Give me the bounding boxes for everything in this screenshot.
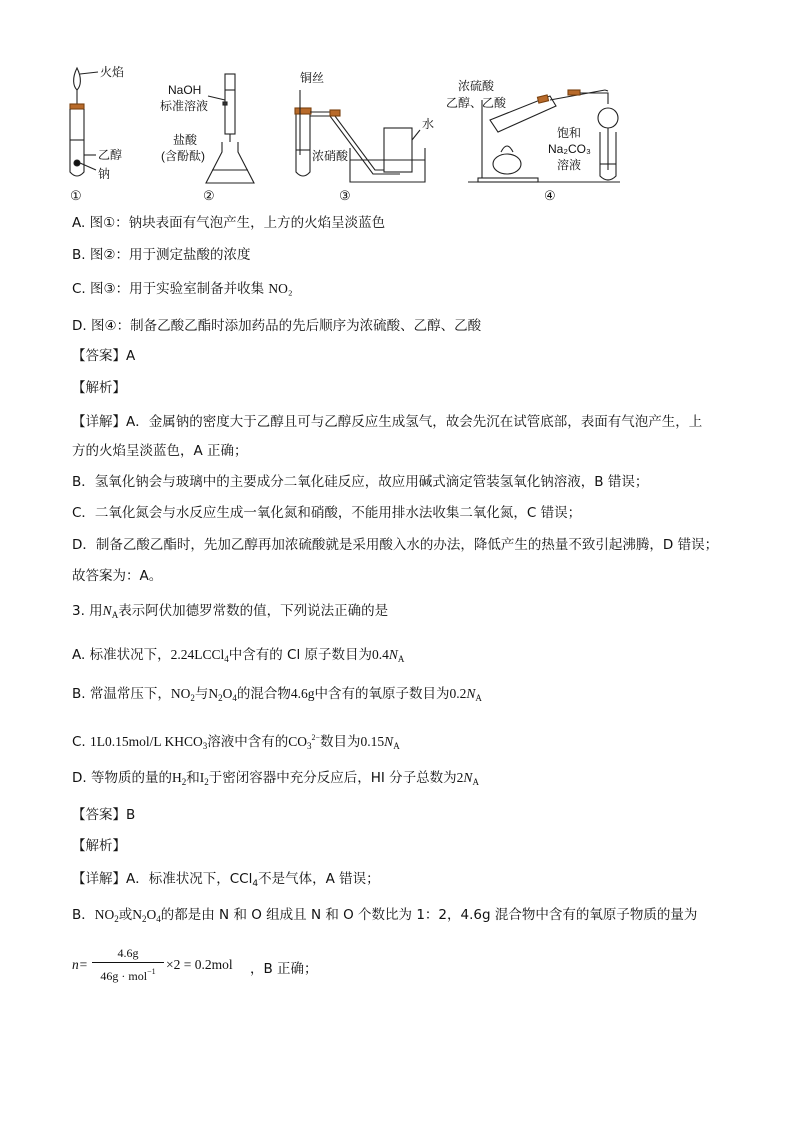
q3b-mass: 4.6g (290, 686, 315, 701)
q2-analysis-tag: 【解析】 (72, 380, 126, 396)
formula-den-text: 46g · mol (100, 969, 148, 983)
q3b-o: O (222, 686, 233, 701)
fig2-label-hcl: 盐酸 (173, 133, 198, 147)
q3d-text: 于密闭容器中充分反应后，HI 分子总数为 (208, 770, 457, 786)
q3-detail-b-or: 或 (118, 907, 133, 923)
q3c-text: 溶液中含有的 (207, 734, 289, 750)
q3-detail-b-pre: B． (72, 907, 95, 923)
na-subscript: A (397, 654, 405, 664)
fig1-label-sodium: 钠 (98, 167, 111, 181)
figure-3-no2-collection (295, 90, 425, 182)
q2-detail-line-5: D．制备乙酸乙酯时，先加乙醇再加浓硫酸就是采用酸入水的办法，降低产生的热量不致引起沸腾，D 错误； (72, 537, 719, 553)
q3a-part: A. 标准状况下， (72, 647, 171, 663)
q3a-text: 中含有的 Cl 原子数目为 (228, 647, 372, 663)
fig4-label-h2so4: 浓硫酸 (458, 79, 495, 93)
q3c-sol: 1L0.15mol/L KHCO (90, 734, 203, 749)
na-subscript: A (393, 741, 400, 751)
q3-detail-b-text: 的都是由 N 和 O 组成且 N 和 O 个数比为 1：2，4.6g 混合物中含有的氧原子物质的量为 (160, 907, 698, 923)
fig3-label-copper: 铜丝 (300, 71, 325, 85)
answer-tag: 【答案】 (72, 807, 126, 823)
fig2-number: ② (203, 188, 215, 203)
q3-detail-b-sub: 2 (114, 914, 119, 924)
q3d-i: I (199, 770, 205, 785)
fig2-label-naoh: NaOH (168, 83, 202, 97)
formula-lhs: n= (72, 957, 88, 972)
q3-detail-b-sub2: 2 (142, 914, 147, 924)
q2-detail-line-3: B．氢氧化钠会与玻璃中的主要成分二氧化硅反应，故应用碱式滴定管装氢氧化钠溶液，B 错误； (72, 474, 649, 490)
answer-value: A (126, 348, 136, 364)
q3-detail-b-o: O (146, 907, 157, 922)
q3c-sub3: 3 (307, 741, 312, 751)
fig4-number: ④ (544, 188, 556, 203)
fig2-label-phenol: (含酚酞) (161, 149, 205, 163)
na-symbol: N (463, 770, 473, 785)
q3c-co: CO (288, 734, 308, 749)
q3d-sub: 2 (181, 777, 187, 787)
formula-den-sup: −1 (147, 967, 156, 976)
q2-option-c-formula: NO₂ (268, 281, 293, 296)
fig4-label-ethanol-acetic: 乙醇、乙酸 (446, 96, 507, 110)
q3d-sub2: 2 (204, 777, 209, 787)
q3b-coef: 0.2 (449, 686, 467, 701)
q3c-text2: 数目为 (320, 734, 361, 750)
q3-detail-a-2: 不是气体，A 错误； (258, 871, 380, 887)
q2-option-a: A. 图①：钠块表面有气泡产生，上方的火焰呈淡蓝色 (72, 215, 386, 231)
na-symbol: N (102, 603, 112, 618)
q3-detail-b-sub4: 4 (156, 914, 161, 924)
q2-option-d: D. 图④：制备乙酸乙酯时添加药品的先后顺序为浓硫酸、乙醇、乙酸 (72, 318, 482, 334)
fig1-label-ethanol: 乙醇 (98, 148, 123, 162)
fig4-label-saturated: 饱和 (557, 126, 582, 140)
q3b-sub2: 2 (218, 693, 223, 703)
formula-denominator (92, 963, 164, 985)
answer-tag: 【答案】 (72, 348, 126, 364)
formula-rest: ×2 = 0.2mol (166, 957, 233, 972)
fig2-label-standard: 标准溶液 (160, 99, 209, 113)
q3-detail-b (72, 905, 697, 929)
answer-value: B (126, 807, 136, 823)
q3-option-a (72, 645, 404, 669)
q3-option-b (72, 684, 482, 708)
na-symbol: N (388, 647, 398, 662)
na-subscript: A (475, 693, 482, 703)
fig1-label-flame: 火焰 (100, 65, 125, 79)
q3b-text: 中含有的氧原子数目为 (314, 686, 450, 702)
q3-detail-b-n: N (132, 907, 143, 922)
q3d-part: D. 等物质的量的 (72, 770, 172, 786)
q3d-and: 和 (186, 770, 200, 786)
q2-detail-line-1: 【详解】A．金属钠的密度大于乙醇且可与乙醇反应生成氢气，故会先沉在试管底部，表面有气泡产生，上 (72, 414, 703, 430)
q3b-mix: 的混合物 (236, 686, 291, 702)
q3b-and: 与 (194, 686, 209, 702)
q3-option-d (72, 768, 479, 792)
fig3-label-nitric: 浓硝酸 (312, 149, 349, 163)
apparatus-figures (60, 60, 740, 205)
q2-option-b: B. 图②：用于测定盐酸的浓度 (72, 247, 251, 263)
q3c-charge: 2− (311, 733, 321, 742)
q3c-sub: 3 (202, 741, 208, 751)
na-subscript: A (472, 777, 479, 787)
q2-detail-line-2: 方的火焰呈淡蓝色，A 正确； (72, 443, 248, 459)
q3d-h: H (171, 770, 182, 785)
na-symbol: N (384, 734, 394, 749)
fig4-label-na2co3: Na₂CO₃ (548, 142, 591, 156)
q2-option-c (72, 279, 293, 299)
q3-detail-a-sub: 4 (252, 879, 259, 889)
q3-analysis-tag: 【解析】 (72, 838, 126, 854)
q2-answer (72, 346, 135, 366)
q3-stem (72, 601, 388, 625)
q3b-sub4: 4 (232, 693, 237, 703)
q3c-coef: 0.15 (360, 734, 385, 749)
q2-detail-line-4: C．二氧化氮会与水反应生成一氧化氮和硝酸，不能用排水法收集二氧化氮，C 错误； (72, 505, 582, 521)
na-symbol: N (466, 686, 476, 701)
q3-detail-a-1: 【详解】A．标准状况下，CCl (72, 871, 253, 887)
q3-detail-b-no: NO (94, 907, 115, 922)
q2-option-c-text: C. 图③：用于实验室制备并收集 (72, 281, 265, 297)
figure-1-sodium-ethanol (70, 68, 98, 176)
q3-answer (72, 805, 135, 825)
formula-numerator: 4.6g (92, 944, 164, 963)
q3d-coef: 2 (456, 770, 464, 785)
q3-option-c (72, 728, 400, 756)
q3c-part: C. (72, 734, 91, 750)
fig3-number: ③ (339, 188, 351, 203)
q3b-part: B. 常温常压下， (72, 686, 171, 702)
fig4-label-solution: 溶液 (557, 158, 582, 172)
fig1-number: ① (70, 188, 82, 203)
fig3-label-water: 水 (422, 117, 435, 131)
q3-detail-a (72, 869, 380, 894)
na-subscript: A (111, 610, 119, 620)
q3-stem-pre: 3. 用 (72, 603, 103, 619)
q2-detail-line-6: 故答案为：A。 (72, 568, 163, 584)
q3a-formula: 2.24LCCl (170, 647, 225, 662)
q3b-n: N (208, 686, 219, 701)
q3-stem-post: 表示阿伏加德罗常数的值，下列说法正确的是 (118, 603, 389, 619)
figure-2-titration (206, 74, 254, 183)
q3a-sub: 4 (224, 654, 229, 664)
formula-fraction (92, 944, 164, 985)
q3b-no: NO (170, 686, 191, 701)
q3a-coef: 0.4 (372, 647, 389, 662)
formula-tail: ，B 正确； (250, 961, 318, 977)
q3b-sub: 2 (190, 693, 195, 703)
